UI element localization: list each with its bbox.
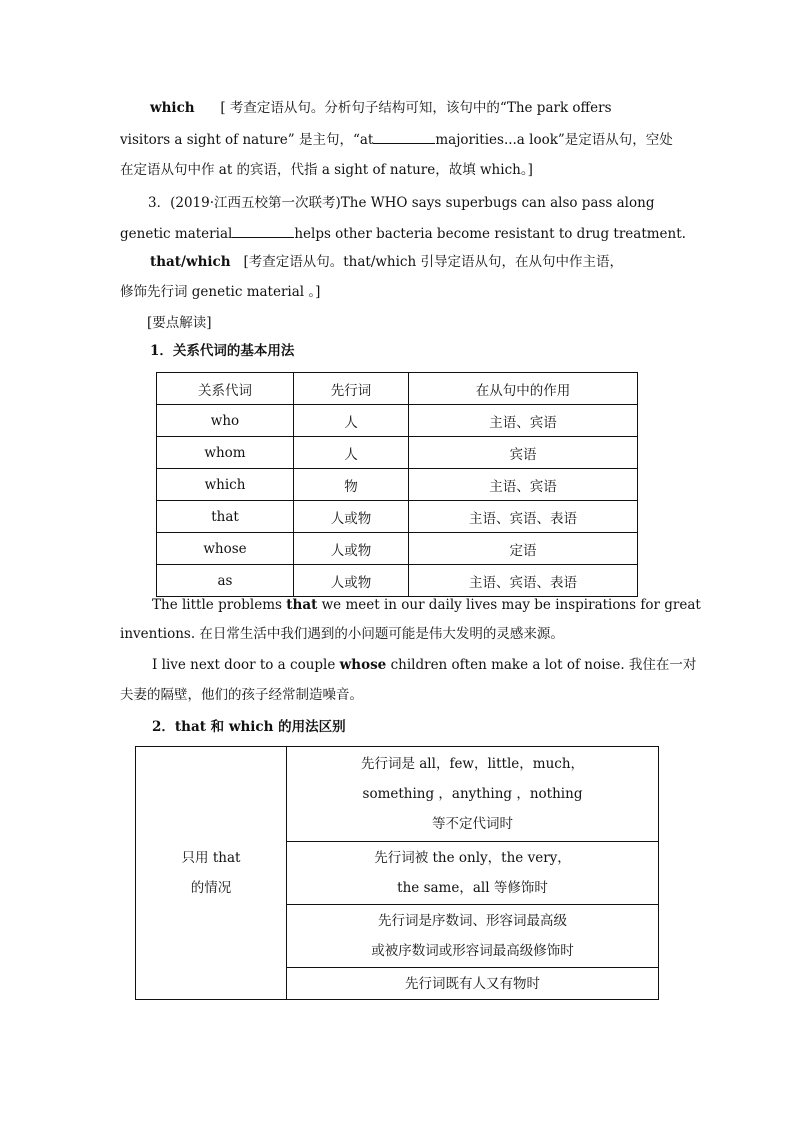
rule-3-line-2: 或被序数词或形容词最高级修饰时 <box>371 943 574 959</box>
table-cell: 物 <box>294 469 409 501</box>
example-2-pre: I live next door to a couple <box>152 657 336 673</box>
table-row <box>136 747 659 842</box>
q2-blank <box>373 129 435 144</box>
points-header: [要点解读] <box>147 315 212 331</box>
table-cell: 人 <box>294 437 409 469</box>
table-row <box>157 405 638 437</box>
q2-line-3 <box>120 160 533 180</box>
q3-blank <box>232 223 294 238</box>
section-2-num: 2． <box>152 719 175 735</box>
table-cell: whom <box>157 437 294 469</box>
table-cell: that <box>157 501 294 533</box>
section-2-title <box>152 717 346 737</box>
usage-rule-cell <box>287 968 659 1000</box>
q2-text-2a: visitors a sight of nature” 是主句，“at <box>120 132 374 148</box>
table-cell: 主语、宾语、表语 <box>409 501 638 533</box>
rule-1-line-3: 等不定代词时 <box>432 816 513 832</box>
table-cell: 人或物 <box>294 533 409 565</box>
q3-line-3 <box>150 252 623 272</box>
table-cell: 主语、宾语 <box>409 405 638 437</box>
section-2-which: which <box>228 719 274 735</box>
header-cell: 在从句中的作用 <box>409 373 638 405</box>
table-cell: who <box>157 405 294 437</box>
rule-2-line-1: 先行词被 the only，the very， <box>374 850 571 866</box>
q3-text-3: [考查定语从句。that/which 引导定语从句，在从句中作主语， <box>243 254 623 270</box>
q2-text-3: 在定语从句中作 at 的宾语，代指 a sight of nature，故填 which。] <box>120 162 533 178</box>
table-cell: whose <box>157 533 294 565</box>
rule-1-line-2: something ，anything ，nothing <box>362 786 583 802</box>
q3-text-2a: genetic material <box>120 226 233 242</box>
q2-answer: which <box>150 100 195 116</box>
section-2-that: that <box>174 719 206 735</box>
example-1-post: we meet in our daily lives may be inspirations for great <box>321 597 701 613</box>
example-2-line-2: 夫妻的隔壁，他们的孩子经常制造噪音。 <box>120 687 363 703</box>
example-2-line-1 <box>152 655 696 675</box>
table-cell: 人 <box>294 405 409 437</box>
q3-answer: that/which <box>150 254 231 270</box>
q3-line-2 <box>120 223 686 244</box>
section-2-tail: 的用法区别 <box>278 719 346 735</box>
table-cell: 人或物 <box>294 565 409 597</box>
example-1-keyword: that <box>286 597 318 613</box>
usage-category-line-2: 的情况 <box>190 880 232 896</box>
q3-text-4: 修饰先行词 genetic material 。] <box>120 284 321 300</box>
that-which-usage-table <box>135 746 659 1000</box>
q3-line-4 <box>120 282 320 302</box>
usage-category-cell <box>136 747 287 1000</box>
table-cell: 宾语 <box>409 437 638 469</box>
table-cell: 人或物 <box>294 501 409 533</box>
usage-rule-cell <box>287 842 659 905</box>
q2-line-1 <box>150 98 612 118</box>
table-row <box>157 501 638 533</box>
usage-rule-cell <box>287 747 659 842</box>
example-2-keyword: whose <box>339 657 387 673</box>
section-1-title: 1．关系代词的基本用法 <box>150 343 295 359</box>
rule-1-line-1: 先行词是 all，few，little，much， <box>360 756 585 772</box>
rule-3-line-1: 先行词是序数词、形容词最高级 <box>378 913 567 929</box>
section-2-mid: 和 <box>210 719 225 735</box>
q3-line-1 <box>148 193 654 213</box>
table-row <box>157 565 638 597</box>
usage-category-line-1: 只用 that <box>181 850 241 866</box>
rule-4-line-1: 先行词既有人又有物时 <box>405 975 540 992</box>
q3-text-2b: helps other bacteria become resistant to drug treatment. <box>294 226 686 242</box>
table-cell: 主语、宾语、表语 <box>409 565 638 597</box>
relative-pronoun-table <box>156 372 638 597</box>
header-cell: 先行词 <box>294 373 409 405</box>
q2-text-1: [ 考查定语从句。分析句子结构可知，该句中的“The park offers <box>220 100 612 116</box>
table-cell: as <box>157 565 294 597</box>
table-cell: 主语、宾语 <box>409 469 638 501</box>
example-1-line-1 <box>152 595 701 615</box>
table-header-row <box>157 373 638 405</box>
table-row <box>157 469 638 501</box>
rule-2-line-2: the same，all 等修饰时 <box>397 880 548 896</box>
example-2-post: children often make a lot of noise. 我住在一对 <box>390 657 697 673</box>
q2-text-2b: majorities...a look”是定语从句，空处 <box>435 132 673 148</box>
usage-rule-cell <box>287 905 659 968</box>
q2-line-2 <box>120 129 673 150</box>
table-row <box>157 437 638 469</box>
example-1-pre: The little problems <box>152 597 282 613</box>
header-cell: 关系代词 <box>157 373 294 405</box>
table-cell: 定语 <box>409 533 638 565</box>
table-cell: which <box>157 469 294 501</box>
example-1-line-2: inventions. 在日常生活中我们遇到的小问题可能是伟大发明的灵感来源。 <box>120 626 564 642</box>
table-row <box>157 533 638 565</box>
q3-text-1: 3．(2019·江西五校第一次联考)The WHO says superbugs can also pass along <box>148 195 655 211</box>
